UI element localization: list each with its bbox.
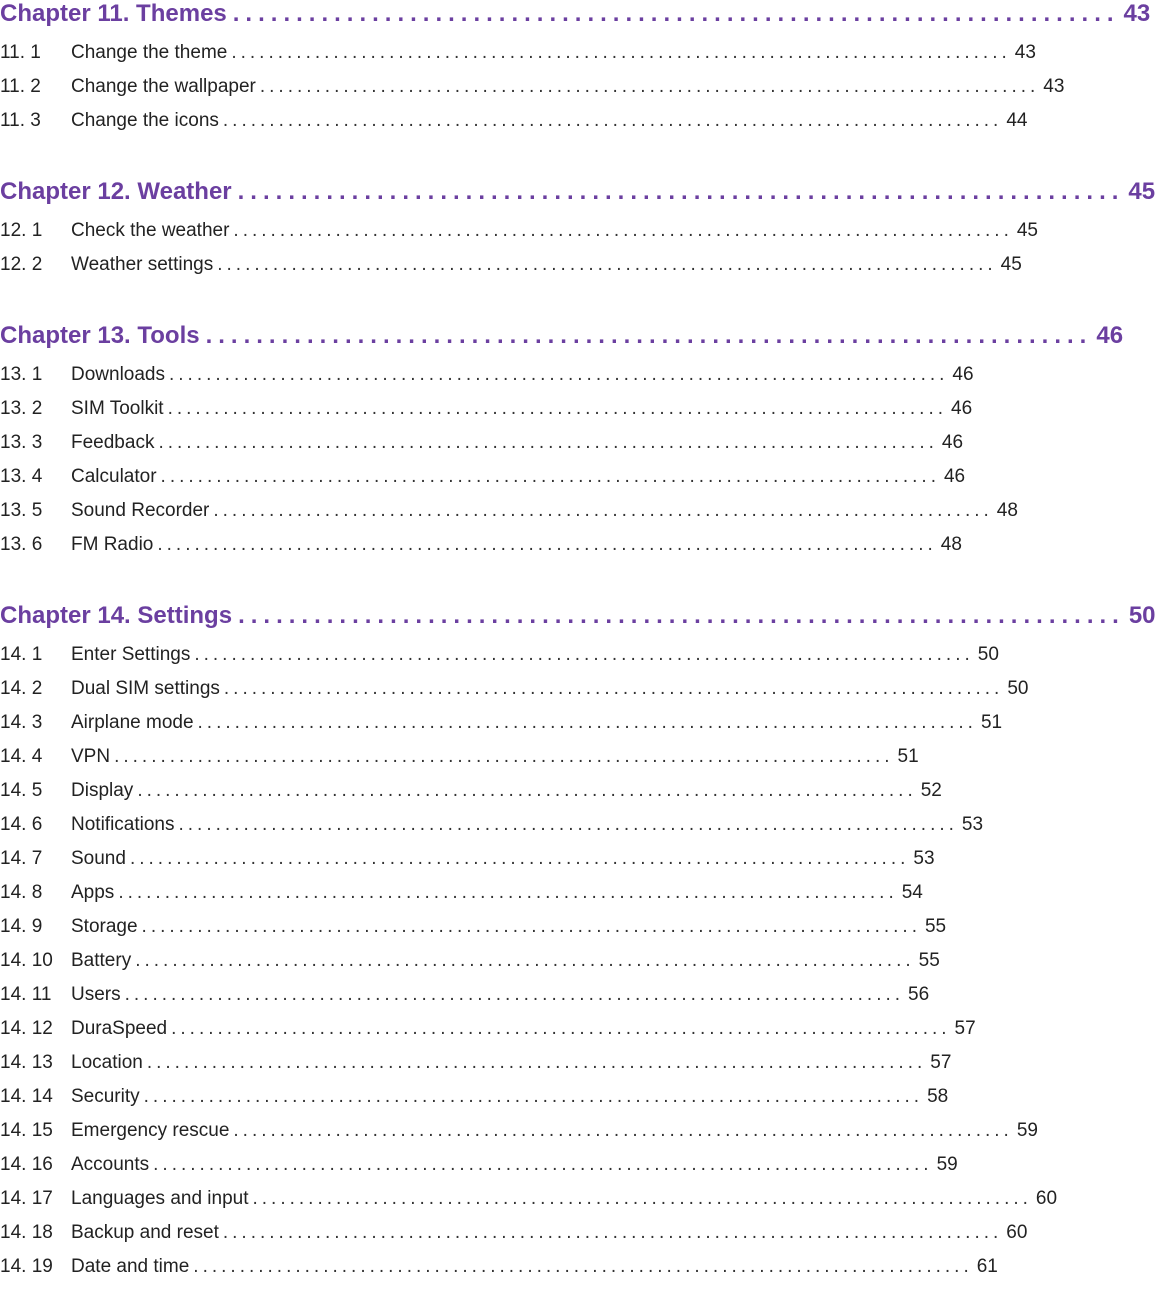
section-number: 14. 16 — [0, 1154, 53, 1175]
section-label: Date and time — [71, 1256, 190, 1277]
section-page-number: 55 — [918, 950, 940, 971]
toc-entry[interactable] — [0, 950, 940, 984]
dot-leader: .................................................................................... — [124, 984, 905, 1005]
section-label: SIM Toolkit — [71, 398, 164, 419]
section-label: Airplane mode — [71, 712, 194, 733]
dot-leader: .................................................................................... — [137, 780, 917, 801]
toc-entry[interactable] — [0, 42, 1036, 76]
dot-leader: .................................................................................... — [171, 1018, 951, 1039]
chapter-page-number: 43 — [1123, 0, 1151, 27]
chapter-heading[interactable] — [0, 178, 1156, 214]
section-page-number: 48 — [940, 534, 962, 555]
toc-entry[interactable] — [0, 916, 947, 950]
section-label: Notifications — [71, 814, 175, 835]
dot-leader: .................................................................................... — [213, 500, 993, 521]
section-number: 14. 7 — [0, 848, 43, 869]
toc-entry[interactable] — [0, 500, 1018, 534]
section-page-number: 46 — [952, 364, 974, 385]
section-page-number: 45 — [1016, 220, 1038, 241]
section-page-number: 46 — [943, 466, 966, 487]
dot-leader: .................................................................................... — [160, 466, 940, 487]
toc-entry[interactable] — [0, 1086, 949, 1120]
section-page-number: 53 — [913, 848, 935, 869]
section-page-number: 46 — [941, 432, 964, 453]
section-label: Display — [71, 780, 134, 801]
section-number: 11. 2 — [0, 76, 41, 97]
section-label: Apps — [71, 882, 115, 903]
section-number: 14. 4 — [0, 746, 43, 767]
toc-entry[interactable] — [0, 780, 942, 814]
section-label: Dual SIM settings — [71, 678, 220, 699]
chapter-page-number: 50 — [1128, 602, 1156, 629]
section-page-number: 61 — [976, 1256, 998, 1277]
section-label: Downloads — [71, 364, 165, 385]
dot-leader: .................................................................................... — [231, 42, 1011, 63]
section-label: Users — [71, 984, 121, 1005]
section-page-number: 58 — [927, 1086, 949, 1107]
dot-leader: .................................................................................... — [194, 644, 974, 665]
section-label: FM Radio — [71, 534, 154, 555]
section-label: Feedback — [71, 432, 155, 453]
section-label: Check the weather — [71, 220, 230, 241]
section-number: 14. 17 — [0, 1188, 53, 1209]
dot-leader: .................................................................................... — [222, 1222, 1003, 1243]
dot-leader: .................................................................................... — [143, 1086, 924, 1107]
section-number: 14. 15 — [0, 1120, 53, 1141]
chapter-title: Chapter 12. Weather — [0, 178, 232, 205]
section-number: 14. 14 — [0, 1086, 53, 1107]
chapter-title: Chapter 13. Tools — [0, 322, 200, 349]
section-page-number: 50 — [977, 644, 999, 665]
dot-leader: .................................................................................... — [114, 746, 894, 767]
toc-entry[interactable] — [0, 110, 1028, 144]
section-label: Emergency rescue — [71, 1120, 230, 1141]
toc-entry[interactable] — [0, 76, 1065, 110]
section-label: Sound — [71, 848, 126, 869]
dot-leader: .................................................................................... — [157, 534, 937, 555]
chapter-heading[interactable] — [0, 602, 1156, 638]
toc-entry[interactable] — [0, 254, 1022, 288]
section-number: 12. 2 — [0, 254, 43, 275]
section-number: 14. 11 — [0, 984, 52, 1005]
toc-entry[interactable] — [0, 678, 1029, 712]
section-number: 14. 13 — [0, 1052, 53, 1073]
section-number: 14. 5 — [0, 780, 43, 801]
dot-leader: .................................................................................... — [129, 848, 910, 869]
chapter-heading[interactable] — [0, 0, 1151, 36]
toc-entry[interactable] — [0, 364, 974, 398]
section-label: Enter Settings — [71, 644, 191, 665]
dot-leader: .................................................................................... — [222, 110, 1003, 131]
section-number: 14. 6 — [0, 814, 43, 835]
section-label: Location — [71, 1052, 143, 1073]
chapter-title: Chapter 11. Themes — [0, 0, 227, 27]
section-page-number: 59 — [936, 1154, 958, 1175]
section-number: 14. 1 — [0, 644, 43, 665]
section-label: Battery — [71, 950, 132, 971]
section-page-number: 56 — [908, 984, 930, 1005]
section-page-number: 54 — [901, 882, 923, 903]
toc-entry[interactable] — [0, 1188, 1058, 1222]
section-label: Change the theme — [71, 42, 228, 63]
section-page-number: 44 — [1006, 110, 1028, 131]
dot-leader: ...................................................................... — [232, 0, 1120, 27]
section-number: 11. 3 — [0, 110, 41, 131]
section-number: 14. 8 — [0, 882, 43, 903]
toc-entry[interactable] — [0, 398, 973, 432]
section-label: Storage — [71, 916, 138, 937]
section-page-number: 57 — [930, 1052, 952, 1073]
section-page-number: 57 — [954, 1018, 976, 1039]
chapter-heading[interactable] — [0, 322, 1124, 358]
section-number: 13. 6 — [0, 534, 43, 555]
dot-leader: .................................................................................... — [193, 1256, 973, 1277]
section-page-number: 50 — [1007, 678, 1029, 699]
section-label: VPN — [71, 746, 111, 767]
dot-leader: .................................................................................... — [158, 432, 938, 453]
section-page-number: 43 — [1043, 76, 1065, 97]
section-number: 12. 1 — [0, 220, 43, 241]
section-number: 13. 5 — [0, 500, 43, 521]
toc-entry[interactable] — [0, 534, 962, 568]
toc-entry[interactable] — [0, 1018, 976, 1052]
dot-leader: .................................................................................... — [118, 882, 898, 903]
section-number: 14. 18 — [0, 1222, 53, 1243]
section-number: 14. 19 — [0, 1256, 53, 1277]
section-page-number: 43 — [1014, 42, 1036, 63]
toc-entry[interactable] — [0, 984, 930, 1018]
section-page-number: 45 — [1000, 254, 1022, 275]
section-number: 13. 2 — [0, 398, 43, 419]
section-page-number: 51 — [980, 712, 1003, 733]
section-number: 14. 12 — [0, 1018, 53, 1039]
dot-leader: .................................................................................... — [197, 712, 977, 733]
toc-entry[interactable] — [0, 466, 966, 500]
chapter-14 — [0, 602, 1156, 1290]
toc-entry[interactable] — [0, 814, 984, 848]
chapter-page-number: 45 — [1128, 178, 1156, 205]
chapter-12 — [0, 178, 1156, 288]
chapter-13 — [0, 322, 1124, 568]
section-page-number: 53 — [961, 814, 984, 835]
section-label: Weather settings — [71, 254, 214, 275]
dot-leader: .................................................................................... — [259, 76, 1040, 97]
dot-leader: .................................................................................... — [167, 398, 947, 419]
toc-entry[interactable] — [0, 1052, 952, 1086]
toc-entry[interactable] — [0, 1154, 958, 1188]
section-number: 14. 2 — [0, 678, 43, 699]
section-page-number: 60 — [1006, 1222, 1028, 1243]
dot-leader: .................................................................................... — [252, 1188, 1032, 1209]
dot-leader: .................................................................................... — [146, 1052, 927, 1073]
section-label: DuraSpeed — [71, 1018, 168, 1039]
section-label: Languages and input — [71, 1188, 249, 1209]
toc-entry[interactable] — [0, 220, 1038, 254]
section-number: 13. 3 — [0, 432, 43, 453]
section-number: 14. 3 — [0, 712, 43, 733]
section-label: Change the icons — [71, 110, 219, 131]
chapter-title: Chapter 14. Settings — [0, 602, 233, 629]
toc-entry[interactable] — [0, 644, 999, 678]
section-page-number: 55 — [924, 916, 947, 937]
section-page-number: 60 — [1035, 1188, 1058, 1209]
chapter-page-number: 46 — [1096, 322, 1124, 349]
section-number: 13. 1 — [0, 364, 43, 385]
toc-entry[interactable] — [0, 712, 1003, 746]
dot-leader: .................................................................................... — [223, 678, 1004, 699]
toc-entry[interactable] — [0, 848, 935, 882]
dot-leader: .................................................................................... — [141, 916, 921, 937]
section-label: Security — [71, 1086, 140, 1107]
section-number: 13. 4 — [0, 466, 43, 487]
section-number: 11. 1 — [0, 42, 41, 63]
section-page-number: 46 — [951, 398, 973, 419]
toc-entry[interactable] — [0, 1120, 1038, 1154]
dot-leader: ...................................................................... — [238, 602, 1125, 629]
section-number: 14. 10 — [0, 950, 53, 971]
dot-leader: ...................................................................... — [205, 322, 1093, 349]
toc-entry[interactable] — [0, 882, 923, 916]
dot-leader: .................................................................................... — [178, 814, 958, 835]
dot-leader: .................................................................................... — [153, 1154, 933, 1175]
section-number: 14. 9 — [0, 916, 43, 937]
section-label: Calculator — [71, 466, 157, 487]
dot-leader: .................................................................................... — [169, 364, 949, 385]
section-page-number: 51 — [897, 746, 919, 767]
section-page-number: 48 — [996, 500, 1018, 521]
toc-entry[interactable] — [0, 432, 964, 466]
section-label: Accounts — [71, 1154, 150, 1175]
section-label: Sound Recorder — [71, 500, 210, 521]
toc-entry[interactable] — [0, 746, 919, 780]
toc-entry[interactable] — [0, 1222, 1028, 1256]
section-page-number: 59 — [1016, 1120, 1038, 1141]
dot-leader: .................................................................................... — [217, 254, 997, 275]
dot-leader: .................................................................................... — [233, 1120, 1013, 1141]
dot-leader: .................................................................................... — [135, 950, 915, 971]
dot-leader: .................................................................................... — [233, 220, 1013, 241]
toc-entry[interactable] — [0, 1256, 998, 1290]
section-label: Backup and reset — [71, 1222, 219, 1243]
chapter-11 — [0, 0, 1151, 144]
section-page-number: 52 — [920, 780, 942, 801]
section-label: Change the wallpaper — [71, 76, 256, 97]
dot-leader: ...................................................................... — [237, 178, 1125, 205]
